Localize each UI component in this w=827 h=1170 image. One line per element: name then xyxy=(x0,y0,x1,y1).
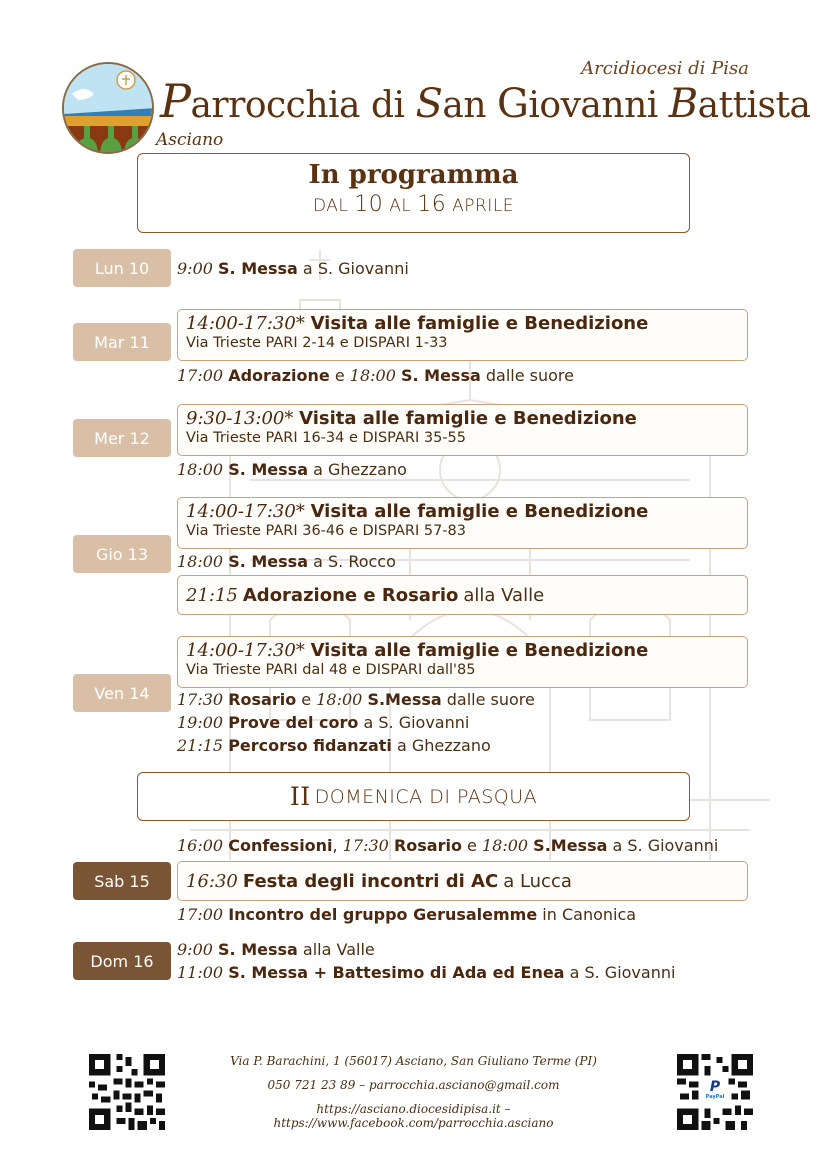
mar-time-2: 18:00 xyxy=(349,366,396,385)
mer-time: 18:00 xyxy=(177,460,224,479)
ven-place-1: dalle suore xyxy=(446,690,535,709)
ven-event-3: Prove del coro xyxy=(228,713,359,732)
paypal-p-icon: P xyxy=(709,1079,721,1095)
day-pill-gio: Gio 13 xyxy=(73,535,171,573)
day-pill-lun: Lun 10 xyxy=(73,249,171,287)
gio-visit-title: Visita alle famiglie e Benedizione xyxy=(310,501,649,522)
sab-place-1: a S. Giovanni xyxy=(612,836,719,855)
sab-time-4: 17:00 xyxy=(177,905,224,924)
mar-visit-head xyxy=(186,313,739,334)
sab-place-4: in Canonica xyxy=(542,905,637,924)
mer-visit-time: 9:30-13:00* xyxy=(186,408,294,429)
parish-initial-g: G xyxy=(496,81,529,127)
town-name: Asciano xyxy=(156,130,224,150)
gio-adoration-box xyxy=(177,575,748,615)
parish-initial-b: B xyxy=(668,81,698,127)
dom-event-line-1 xyxy=(177,940,375,959)
mar-event-1: Adorazione xyxy=(228,366,330,385)
parish-initial-p: P xyxy=(160,74,191,128)
day-pill-ven: Ven 14 xyxy=(73,674,171,712)
mar-event-2: S. Messa xyxy=(400,366,481,385)
ven-event-line-1 xyxy=(177,690,535,709)
mar-visit-streets: Via Trieste PARI 2-14 e DISPARI 1-33 xyxy=(186,335,448,351)
gio-visit-head xyxy=(186,501,739,522)
sab-event-4: Incontro del gruppo Gerusalemme xyxy=(228,905,538,924)
range-to: 16 xyxy=(417,192,447,217)
sab-event-2: Rosario xyxy=(393,836,462,855)
ven-time-1: 17:30 xyxy=(177,690,224,709)
gio-place: a S. Rocco xyxy=(313,552,396,571)
parish-part-1: arrocchia di xyxy=(190,85,416,126)
ven-time-2: 18:00 xyxy=(316,690,363,709)
dom-time-2: 11:00 xyxy=(177,963,224,982)
dom-event-1: S. Messa xyxy=(218,940,298,959)
ven-event-line-2 xyxy=(177,713,469,732)
range-dal: DAL xyxy=(312,196,349,216)
sab-event-line-2 xyxy=(177,905,636,924)
footer-contacts: 050 721 23 89 – parrocchia.asciano@gmail.com xyxy=(267,1078,560,1092)
ven-visit-box xyxy=(177,636,748,688)
sunday-ordinal: II xyxy=(289,782,311,811)
day-pill-mer: Mer 12 xyxy=(73,419,171,457)
sab-event-line-1 xyxy=(177,836,718,855)
sab-time-1: 16:00 xyxy=(177,836,224,855)
ven-and: e xyxy=(301,690,312,709)
mer-visit-title: Visita alle famiglie e Benedizione xyxy=(299,408,637,429)
sab-and: e xyxy=(467,836,477,855)
gio-adoration-title: Adorazione e Rosario xyxy=(242,584,459,606)
mer-event-line xyxy=(177,460,407,479)
ven-visit-streets: Via Trieste PARI dal 48 e DISPARI dall'85 xyxy=(186,662,476,678)
mar-visit-title: Visita alle famiglie e Benedizione xyxy=(310,313,649,334)
gio-title: S. Messa xyxy=(228,552,308,571)
footer-address: Via P. Barachini, 1 (56017) Asciano, San Giuliano Terme (PI) xyxy=(230,1054,597,1068)
sab-festa-title: Festa degli incontri di AC xyxy=(242,870,499,892)
mar-place: dalle suore xyxy=(485,366,574,385)
paypal-label: PayPal xyxy=(705,1094,725,1100)
mar-visit-time: 14:00-17:30* xyxy=(186,313,305,334)
day-pill-sab: Sab 15 xyxy=(73,862,171,900)
sab-comma: , xyxy=(332,836,338,855)
mer-place: a Ghezzano xyxy=(313,460,407,479)
sab-festa-box xyxy=(177,861,748,901)
ven-visit-title: Visita alle famiglie e Benedizione xyxy=(310,640,649,661)
sab-event-3: S.Messa xyxy=(533,836,608,855)
ven-visit-time: 14:00-17:30* xyxy=(186,640,305,661)
lun-time: 9:00 xyxy=(177,259,213,278)
mer-visit-head xyxy=(186,408,739,429)
parish-name xyxy=(160,74,810,128)
gio-adoration-time: 21:15 xyxy=(186,584,238,606)
parish-logo xyxy=(62,62,154,154)
ven-place-3: a S. Giovanni xyxy=(363,713,470,732)
ven-time-3: 19:00 xyxy=(177,713,224,732)
program-title: In programma xyxy=(308,160,519,190)
gio-visit-time: 14:00-17:30* xyxy=(186,501,305,522)
mar-and: e xyxy=(334,366,345,385)
gio-event-line xyxy=(177,552,396,571)
sab-event-1: Confessioni xyxy=(228,836,333,855)
gio-adoration-place: alla Valle xyxy=(463,584,545,606)
lun-event-line xyxy=(177,259,409,278)
range-month: APRILE xyxy=(452,196,515,216)
sab-festa-time: 16:30 xyxy=(186,870,238,892)
diocese-name: Arcidiocesi di Pisa xyxy=(581,58,749,79)
gio-time: 18:00 xyxy=(177,552,224,571)
sab-time-3: 18:00 xyxy=(481,836,529,855)
ven-event-4: Percorso fidanzati xyxy=(228,736,392,755)
range-al: AL xyxy=(389,196,412,216)
sab-time-2: 17:30 xyxy=(342,836,389,855)
dom-event-2: S. Messa + Battesimo di Ada ed Enea xyxy=(228,963,565,982)
dom-place-2: a S. Giovanni xyxy=(569,963,676,982)
program-header-box xyxy=(137,153,690,233)
ven-event-1: Rosario xyxy=(228,690,297,709)
dom-place-1: alla Valle xyxy=(302,940,375,959)
gio-visit-streets: Via Trieste PARI 36-46 e DISPARI 57-83 xyxy=(186,523,466,539)
dom-time-1: 9:00 xyxy=(177,940,213,959)
paypal-qr-code xyxy=(677,1054,753,1130)
parish-initial-s: S xyxy=(415,81,443,127)
paypal-logo xyxy=(703,1080,727,1104)
mer-visit-box xyxy=(177,404,748,456)
ven-event-2: S.Messa xyxy=(367,690,442,709)
gio-visit-box xyxy=(177,497,748,549)
parish-part-2: an xyxy=(442,85,497,126)
parish-part-4: attista xyxy=(697,85,811,126)
ven-place-4: a Ghezzano xyxy=(396,736,491,755)
mer-title: S. Messa xyxy=(228,460,308,479)
range-from: 10 xyxy=(354,192,384,217)
website-qr-code xyxy=(89,1054,165,1130)
ven-event-line-3 xyxy=(177,736,491,755)
sunday-heading-box xyxy=(137,772,690,821)
sab-festa-place: a Lucca xyxy=(503,870,572,892)
mer-visit-streets: Via Trieste PARI 16-34 e DISPARI 35-55 xyxy=(186,430,466,446)
program-date-range xyxy=(138,192,689,217)
day-pill-mar: Mar 11 xyxy=(73,323,171,361)
footer-links: https://asciano.diocesidipisa.it – https://www.facebook.com/parrocchia.asciano xyxy=(273,1102,554,1130)
parish-part-3: iovanni xyxy=(528,85,669,126)
day-pill-dom: Dom 16 xyxy=(73,942,171,980)
ven-time-4: 21:15 xyxy=(177,736,224,755)
mar-time-1: 17:00 xyxy=(177,366,224,385)
lun-title: S. Messa xyxy=(218,259,298,278)
dom-event-line-2 xyxy=(177,963,675,982)
ven-visit-head xyxy=(186,640,739,661)
lun-place: a S. Giovanni xyxy=(302,259,409,278)
mar-visit-box xyxy=(177,309,748,361)
mar-event-line xyxy=(177,366,574,385)
sunday-label: DOMENICA DI PASQUA xyxy=(314,785,538,808)
